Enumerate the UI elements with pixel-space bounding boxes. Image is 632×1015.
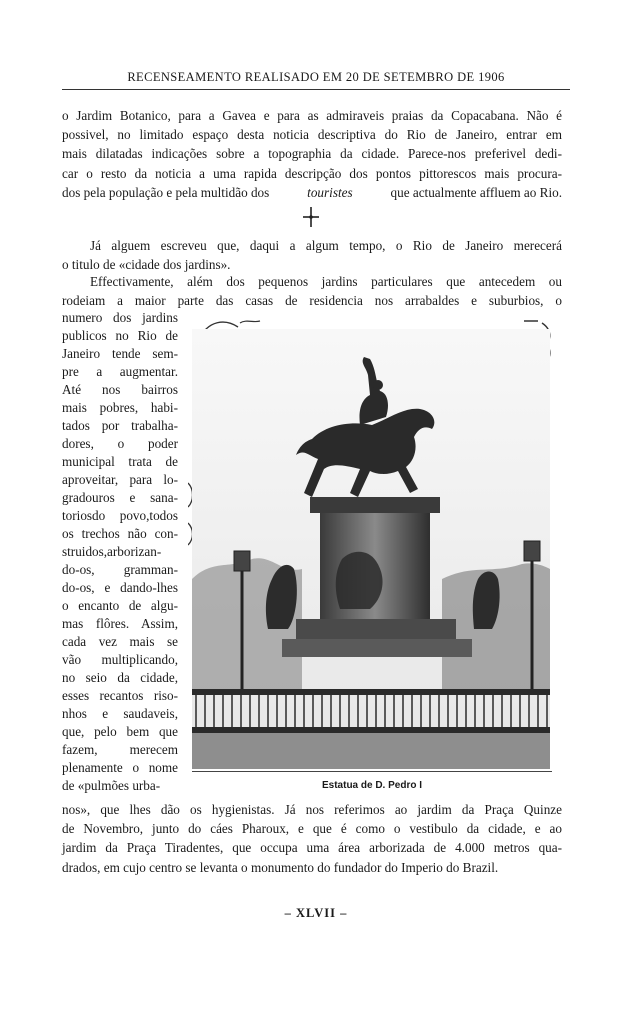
text-line: car o resto da noticia a uma rapida descripção dos pontos pittorescos mais procura-	[62, 165, 562, 181]
page-number: – XLVII –	[284, 906, 348, 920]
text-line: gradouros e sana-	[62, 490, 178, 505]
text-fragment: dos pela população e pela multidão dos	[62, 184, 270, 200]
text-line: Effectivamente, além dos pequenos jardins particulares que antecedem ou	[90, 274, 562, 289]
text-line: do-os, e dando-lhes	[62, 580, 178, 595]
text-line: fazem, merecem	[62, 742, 178, 757]
text-line: mas flôres. Assim,	[62, 616, 178, 631]
text-line: que, pelo bem que	[62, 724, 178, 739]
text-line: aproveitar, para lo-	[62, 472, 178, 487]
caption-rule	[192, 771, 552, 772]
text-line: toriosdo povo,todos	[62, 508, 178, 523]
figure	[188, 313, 554, 773]
text-line: municipal trata de	[62, 454, 178, 469]
header-rule	[62, 89, 570, 90]
text-line: pre a augmentar.	[62, 364, 178, 379]
statue-photograph	[192, 329, 550, 769]
paragraph-1	[62, 106, 562, 202]
text-line: os trechos não con-	[62, 526, 178, 541]
text-line: mais pobres, habi-	[62, 400, 178, 415]
paragraph-3-tail	[62, 800, 562, 877]
text-line: Até nos bairros	[62, 382, 178, 397]
text-line: numero dos jardins	[62, 310, 178, 325]
text-line: drados, em cujo centro se levanta o monumento do fundador do Imperio do Brazil.	[62, 859, 499, 875]
text-line: nhos e saudaveis,	[62, 706, 178, 721]
italic-word: touristes	[307, 184, 353, 200]
text-line: do-os, gramman-	[62, 562, 178, 577]
text-line: rodeiam a maior parte das casas de residencia nos arrabaldes e suburbios, o	[62, 293, 562, 309]
text-fragment: que actualmente affluem ao Rio.	[390, 184, 562, 200]
text-line: esses recantos riso-	[62, 688, 178, 703]
text-line: possivel, no limitado espaço desta noticia descriptiva do Rio de Janeiro, entrar em	[62, 127, 562, 143]
text-line: publicos no Rio de	[62, 328, 178, 343]
text-line: dores, o poder	[62, 436, 178, 451]
text-line: jardim da Praça Tiradentes, que occupa uma área arborizada de 4.000 metros qua-	[62, 840, 562, 856]
wrapped-text-column	[62, 309, 178, 795]
text-line: vão multiplicando,	[62, 652, 178, 667]
text-line: de «pulmões urba-	[62, 778, 161, 793]
running-header: RECENSEAMENTO REALISADO EM 20 DE SETEMBRO DE 1906	[127, 70, 505, 84]
figure-caption: Estatua de D. Pedro I	[321, 780, 423, 791]
text-line: o Jardim Botanico, para a Gavea e para as admiraveis praias da Copacabana. Não é	[62, 108, 562, 123]
text-line: tados por trabalha-	[62, 418, 178, 433]
text-line: struidos,arborizan-	[62, 544, 162, 559]
text-line: nos», que lhes dão os hygienistas. Já nos referimos ao jardim da Praça Quinze	[62, 802, 562, 817]
text-line: Janeiro tende sem-	[62, 346, 178, 361]
text-line: de Novembro, junto do cáes Pharoux, e que é como o vestibulo da cidade, e ao	[62, 821, 562, 837]
text-line: Já alguem escreveu que, daqui a algum tempo, o Rio de Janeiro merecerá	[90, 238, 562, 253]
text-line	[62, 183, 562, 202]
text-line: cada vez mais se	[62, 634, 178, 649]
text-line: o titulo de «cidade dos jardins».	[62, 257, 231, 273]
cross-ornament-icon	[300, 205, 322, 229]
text-line: no seio da cidade,	[62, 670, 178, 685]
text-line: mais dilatadas indicações sobre a topographia da cidade. Parece-nos preferivel dedi-	[62, 146, 562, 162]
text-line: plenamente o nome	[62, 760, 178, 775]
text-line: o encanto de algu-	[62, 598, 178, 613]
paragraph-2	[62, 236, 562, 274]
paragraph-3-lead	[62, 272, 562, 310]
